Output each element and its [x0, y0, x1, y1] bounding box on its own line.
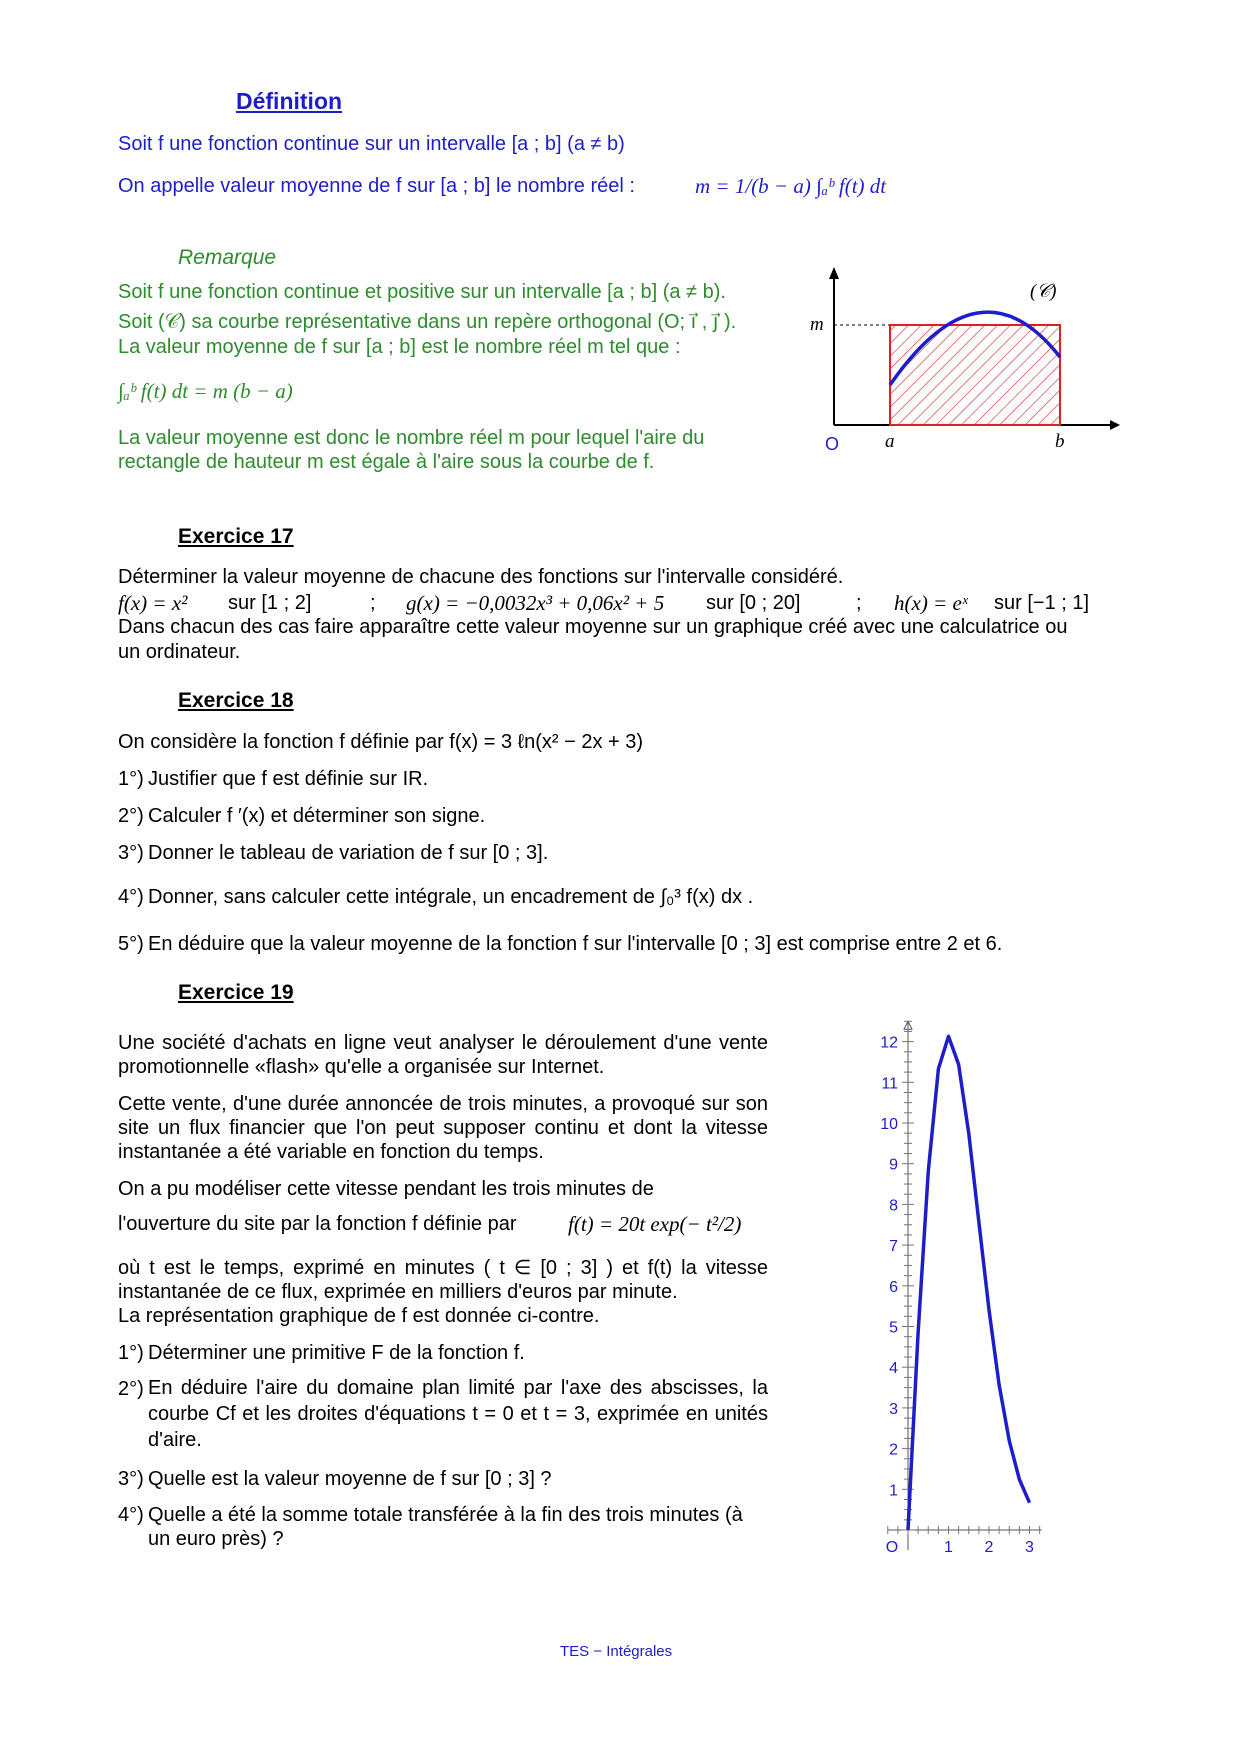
y-tick-label: 5: [889, 1319, 898, 1337]
y-tick-label: 2: [889, 1441, 898, 1459]
ex19-item: [118, 1341, 768, 1365]
remark-line-1: Soit f une fonction continue et positive sur un intervalle [a ; b] (a ≠ b).: [118, 281, 726, 303]
x-tick-label: 2: [984, 1539, 994, 1556]
remark-line-3: La valeur moyenne de f sur [a ; b] est le nombre réel m tel que :: [118, 336, 681, 358]
item-number: 2°): [118, 805, 144, 827]
ex19-formula: f(t) = 20t exp(− t²/2): [568, 1212, 742, 1236]
y-tick-label: 12: [880, 1034, 898, 1052]
y-tick-label: 7: [889, 1238, 898, 1256]
ex19-paragraph-4: où t est le temps, exprimé en minutes ( t ∈ [0 ; 3] ) et f(t) la vitesse instantanée de ce flux, exprimée en milliers d'euros par minute.: [118, 1257, 768, 1303]
y-tick-label: 3: [889, 1400, 898, 1418]
item-number: 2°): [118, 1378, 144, 1400]
ex17-g-interval: sur [0 ; 20]: [706, 592, 801, 614]
series-line: [908, 1036, 1030, 1530]
ex19-item: [118, 1467, 768, 1491]
y-tick-label: 6: [889, 1278, 898, 1296]
ex17-h: h(x) = eˣ: [894, 591, 968, 615]
remark-formula: ∫ₐᵇ f(t) dt = m (b − a): [118, 379, 293, 403]
y-tick-label: 8: [889, 1197, 898, 1215]
ex18-title: Exercice 18: [178, 689, 294, 712]
ex17-line-1: Déterminer la valeur moyenne de chacune des fonctions sur l'intervalle considéré.: [118, 566, 844, 588]
footer: TES − Intégrales: [560, 1643, 673, 1660]
item-number: 4°): [118, 1504, 144, 1526]
y-tick-label: 10: [880, 1116, 898, 1133]
remark-title: Remarque: [178, 246, 277, 269]
ex17-separator: ;: [370, 592, 376, 614]
ex17-g: g(x) = −0,0032x³ + 0,06x² + 5: [406, 591, 665, 615]
ex18-item: [118, 886, 753, 909]
ex17-h-interval: sur [−1 ; 1]: [994, 592, 1090, 614]
x-tick-label: 3: [1025, 1539, 1034, 1556]
y-tick-label: 9: [889, 1156, 898, 1174]
remark-line-4: La valeur moyenne est donc le nombre réel m pour lequel l'aire du: [118, 427, 705, 449]
y-tick-label: 1: [889, 1482, 898, 1500]
item-number: 1°): [118, 1342, 144, 1364]
x-tick-label: O: [885, 1539, 899, 1556]
ex18-item: [118, 842, 548, 865]
item-text: En déduire l'aire du domaine plan limité par l'axe des abscisses, la courbe Cf et les droites d'équations t = 0 et t = 3, exprimée en unités d'aire.: [148, 1377, 768, 1451]
item-text: Donner le tableau de variation de f sur [0 ; 3].: [148, 842, 549, 864]
ex17-f-interval: sur [1 ; 2]: [228, 592, 312, 614]
remark-line-2: Soit (𝒞) sa courbe représentative dans un repère orthogonal (O; i⃗ , j⃗ ).: [118, 311, 737, 333]
ex18-item: [118, 933, 1002, 956]
m-label: m: [810, 314, 824, 335]
y-tick-label: 11: [881, 1075, 898, 1093]
ex19-paragraph-5: La représentation graphique de f est donnée ci-contre.: [118, 1305, 600, 1327]
ex19-chart: [860, 990, 1060, 1560]
item-text: Donner, sans calculer cette intégrale, un encadrement de ∫₀³ f(x) dx .: [148, 886, 754, 908]
ex17-f: f(x) = x²: [118, 591, 188, 615]
x-tick-label: 1: [944, 1539, 953, 1556]
item-number: 4°): [118, 886, 144, 908]
item-number: 3°): [118, 1468, 144, 1490]
item-text: En déduire que la valeur moyenne de la fonction f sur l'intervalle [0 ; 3] est comprise entre 2 et 6.: [148, 933, 1003, 955]
item-text: Justifier que f est définie sur IR.: [148, 768, 429, 790]
ex17-line-4: un ordinateur.: [118, 641, 241, 663]
ex19-item: [118, 1377, 768, 1453]
y-axis-arrow-icon: [829, 267, 839, 279]
b-label: b: [1055, 431, 1065, 452]
mean-value-formula: m = 1/(b − a) ∫ₐᵇ f(t) dt: [695, 174, 887, 198]
item-number: 5°): [118, 933, 144, 955]
item-number: 1°): [118, 768, 144, 790]
definition-title: Définition: [236, 88, 343, 114]
item-text: Quelle est la valeur moyenne de f sur [0 ; 3] ?: [148, 1468, 552, 1490]
definition-line-2: On appelle valeur moyenne de f sur [a ; b] le nombre réel :: [118, 175, 635, 197]
origin-label: O: [825, 434, 840, 454]
ex17-separator-2: ;: [856, 592, 862, 614]
ex18-item: [118, 805, 485, 828]
ex17-title: Exercice 17: [178, 525, 294, 548]
ex17-line-3: Dans chacun des cas faire apparaître cette valeur moyenne sur un graphique créé avec une calculatrice ou: [118, 616, 1068, 638]
ex19-paragraph-2: Cette vente, d'une durée annoncée de trois minutes, a provoqué sur son site un flux financier que l'on peut supposer continu et dont la vitesse instantanée a été variable en fonction du temps.: [118, 1093, 768, 1163]
remark-line-5: rectangle de hauteur m est égale à l'aire sous la courbe de f.: [118, 451, 655, 473]
ex18-item: [118, 768, 428, 791]
item-text: Déterminer une primitive F de la fonction f.: [148, 1342, 525, 1364]
mean-value-figure: [790, 265, 1130, 465]
ex19-paragraph-3a: On a pu modéliser cette vitesse pendant les trois minutes de: [118, 1178, 654, 1200]
ex19-item: [118, 1503, 768, 1551]
mean-rectangle: [890, 325, 1060, 425]
ex18-intro: On considère la fonction f définie par f(x) = 3 ℓn(x² − 2x + 3): [118, 731, 644, 753]
a-label: a: [885, 431, 895, 452]
item-number: 3°): [118, 842, 144, 864]
ex19-paragraph-1: Une société d'achats en ligne veut analyser le déroulement d'une vente promotionnelle «flash» qu'elle a organisée sur Internet.: [118, 1032, 768, 1078]
y-tick-label: 4: [889, 1360, 898, 1378]
ex19-title: Exercice 19: [178, 981, 294, 1004]
x-axis-arrow-icon: [1110, 420, 1120, 430]
ex19-paragraph-3b: l'ouverture du site par la fonction f définie par: [118, 1213, 517, 1235]
curve-label: (𝒞): [1030, 281, 1057, 302]
item-text: Calculer f ′(x) et déterminer son signe.: [148, 805, 486, 827]
item-text: Quelle a été la somme totale transférée à la fin des trois minutes (à un euro près) ?: [148, 1504, 743, 1550]
definition-line-1: Soit f une fonction continue sur un intervalle [a ; b] (a ≠ b): [118, 133, 625, 155]
